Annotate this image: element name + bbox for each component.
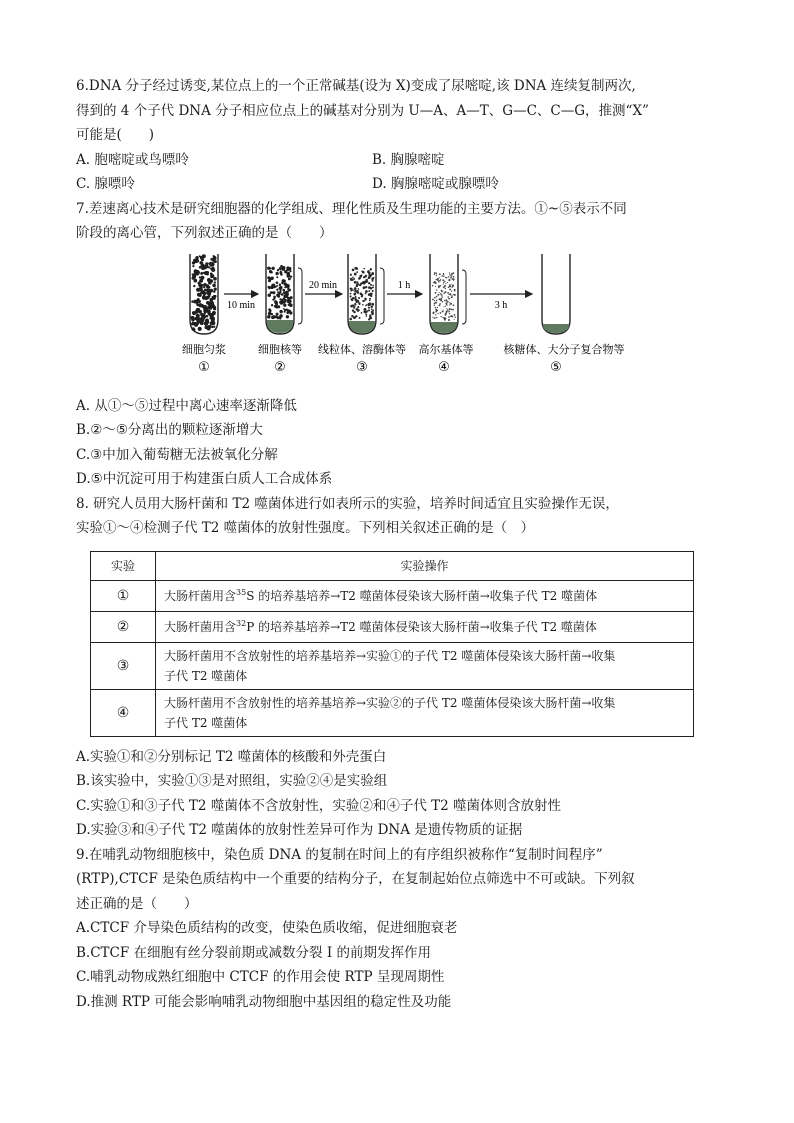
experiment-table: [90, 551, 694, 737]
tube-label-3: 线粒体、溶酶体等: [318, 343, 406, 356]
table-row: [91, 689, 694, 736]
experiment-table-wrap: [90, 551, 722, 737]
q6-option-d[interactable]: D. 胸腺嘧啶或腺嘌呤: [372, 176, 499, 192]
q8-stem-line-2: 实验①～④检测子代 T2 噬菌体的放射性强度。下列相关叙述正确的是（ ）: [76, 520, 535, 536]
q7-stem-line-2: 阶段的离心管，下列叙述正确的是（ ）: [76, 225, 333, 241]
table-cell-num: ①: [91, 580, 156, 611]
time-label-2: 20 min: [308, 279, 338, 291]
q6-options-row-2: [76, 172, 722, 197]
q9-option-b[interactable]: B.CTCF 在细胞有丝分裂前期或减数分裂 I 的前期发挥作用: [76, 944, 431, 961]
table-cell-desc: 大肠杆菌用含$^{32}$P 的培养基培养→T2 噬菌体侵染该大肠杆菌→收集子代 T2 噬菌体: [156, 611, 694, 642]
tube-4: [430, 254, 466, 334]
table-row: [91, 642, 694, 689]
table-row: [91, 611, 694, 642]
question-6: [76, 74, 722, 197]
table-cell-num: ②: [91, 611, 156, 642]
q7-option-b[interactable]: B.②～⑤分离出的颗粒逐渐增大: [76, 422, 263, 438]
tube-number-1: ①: [198, 359, 210, 375]
tube-1: [190, 254, 218, 334]
tube-label-2: 细胞核等: [258, 343, 302, 356]
time-label-1: 10 min: [226, 299, 256, 311]
q9-option-a[interactable]: A.CTCF 介导染色质结构的改变，使染色质收缩，促进细胞衰老: [76, 920, 458, 936]
tube-3: [348, 254, 384, 334]
table-cell-desc: 大肠杆菌用含$^{35}$S 的培养基培养→T2 噬菌体侵染该大肠杆菌→收集子代 T2 噬菌体: [156, 580, 694, 611]
table-cell-desc: 大肠杆菌用不含放射性的培养基培养→实验①的子代 T2 噬菌体侵染该大肠杆菌→收集 子代 T2 噬菌体: [156, 642, 694, 689]
tube-2: [266, 254, 302, 334]
tube-number-5: ⑤: [550, 359, 562, 375]
q6-option-c[interactable]: C. 腺嘌呤: [76, 176, 135, 192]
q9-stem-line-2: (RTP),CTCF 是染色质结构中一个重要的结构分子，在复制起始位点筛选中不可或缺。下列叙: [76, 871, 635, 887]
q6-options-row-1: [76, 148, 722, 173]
tube-label-1: 细胞匀浆: [182, 343, 226, 356]
tube-5: [542, 254, 570, 334]
tube-label-4: 高尔基体等: [418, 343, 474, 356]
table-header-row: [91, 551, 694, 580]
centrifuge-diagram: [174, 248, 634, 390]
table-cell-desc: 大肠杆菌用不含放射性的培养基培养→实验②的子代 T2 噬菌体侵染该大肠杆菌→收集 子代 T2 噬菌体: [156, 689, 694, 736]
q6-option-b[interactable]: B. 胸腺嘧啶: [372, 151, 445, 168]
q8-option-a[interactable]: A.实验①和②分别标记 T2 噬菌体的核酸和外壳蛋白: [76, 748, 387, 765]
tube-number-2: ②: [274, 359, 286, 375]
q9-stem-line-3: 述正确的是（ ）: [76, 895, 198, 912]
table-header-operation: 实验操作: [156, 551, 694, 580]
centrifuge-figure: [174, 248, 634, 390]
time-label-4: 3 h: [494, 299, 508, 311]
q7-option-c[interactable]: C.③中加入葡萄糖无法被氧化分解: [76, 446, 278, 463]
q8-stem-line-1: 8. 研究人员用大肠杆菌和 T2 噬菌体进行如表所示的实验，培养时间适宜且实验操作无误，: [76, 495, 619, 512]
tube-label-5: 核糖体、大分子复合物等: [503, 343, 625, 356]
table-cell-num: ④: [91, 689, 156, 736]
q8-option-c[interactable]: C.实验①和③子代 T2 噬菌体不含放射性，实验②和④子代 T2 噬菌体则含放射性: [76, 797, 561, 814]
q9-option-c[interactable]: C.哺乳动物成熟红细胞中 CTCF 的作用会使 RTP 呈现周期性: [76, 969, 445, 985]
q7-stem-line-1: 7.差速离心技术是研究细胞器的化学组成、理化性质及生理功能的主要方法。①~⑤表示不同: [76, 200, 627, 217]
tube-number-4: ④: [438, 359, 450, 375]
q6-stem-line-2: 得到的 4 个子代 DNA 分子相应位点上的碱基对分别为 U—A、A—T、G—C、C—G，推测“X”: [76, 102, 649, 119]
question-8: [76, 492, 722, 843]
table-header-experiment: 实验: [91, 551, 156, 580]
exam-page: [76, 74, 722, 1014]
question-9: [76, 843, 722, 1015]
q7-option-a[interactable]: A. 从①～⑤过程中离心速率逐渐降低: [76, 397, 297, 414]
q6-stem-line-1: 6.DNA 分子经过诱变,某位点上的一个正常碱基(设为 X)变成了尿嘧啶,该 DNA 连续复制两次,: [76, 78, 636, 94]
q8-option-b[interactable]: B.该实验中，实验①③是对照组，实验②④是实验组: [76, 773, 388, 789]
time-label-3: 1 h: [397, 279, 411, 291]
q6-stem-line-3: 可能是( ): [76, 127, 155, 143]
q8-option-d[interactable]: D.实验③和④子代 T2 噬菌体的放射性差异可作为 DNA 是遗传物质的证据: [76, 822, 523, 838]
table-row: [91, 580, 694, 611]
q9-option-d[interactable]: D.推测 RTP 可能会影响哺乳动物细胞中基因组的稳定性及功能: [76, 993, 452, 1010]
q6-option-a[interactable]: A. 胞嘧啶或鸟嘌呤: [76, 151, 189, 168]
question-7: [76, 197, 722, 492]
table-cell-num: ③: [91, 642, 156, 689]
q9-stem-line-1: 9.在哺乳动物细胞核中，染色质 DNA 的复制在时间上的有序组织被称作“复制时间程序”: [76, 846, 603, 863]
tube-number-3: ③: [356, 359, 368, 375]
q7-option-d[interactable]: D.⑤中沉淀可用于构建蛋白质人工合成体系: [76, 471, 333, 487]
